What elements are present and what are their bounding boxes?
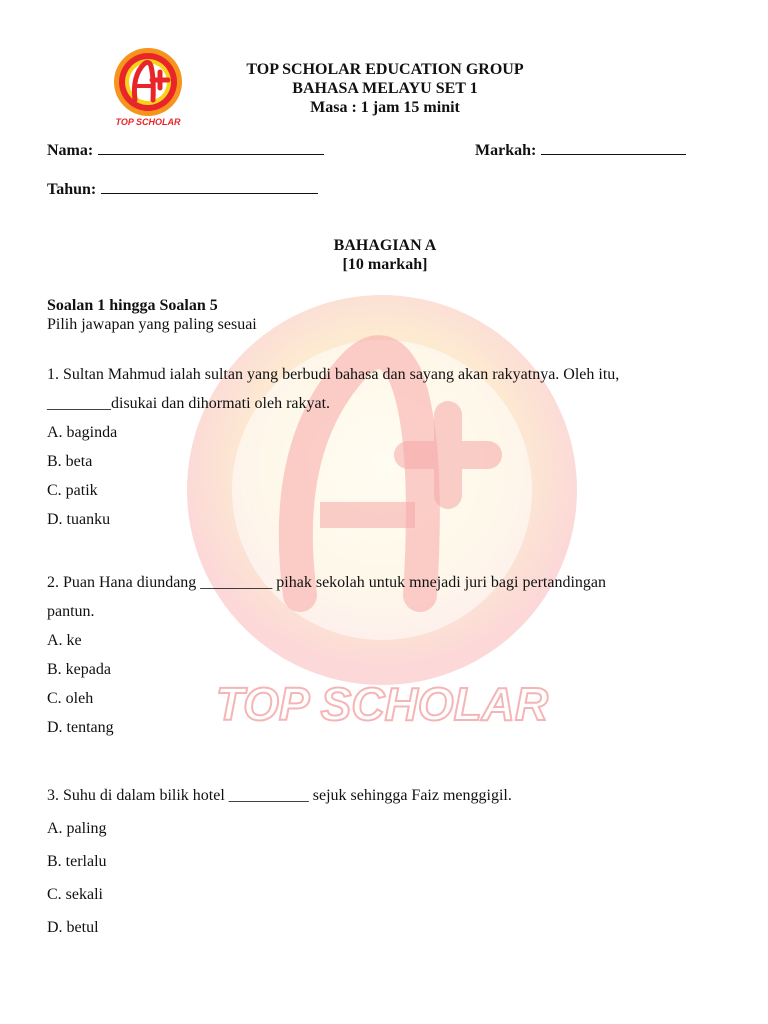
org-name: TOP SCHOLAR EDUCATION GROUP [246,61,524,78]
answer-option-a: A. paling [47,820,107,837]
marks-blank-line [541,140,686,155]
question-text-line: 1. Sultan Mahmud ialah sultan yang berbudi bahasa dan sayang akan rakyatnya. Oleh itu, [47,366,620,383]
section-marks: [10 markah] [342,256,428,273]
logo-caption: TOP SCHOLAR [115,117,181,127]
answer-option-d: D. betul [47,919,99,936]
name-label: Nama: [47,142,94,159]
year-field [47,179,318,199]
question-text-line: 3. Suhu di dalam bilik hotel __________ sejuk sehingga Faiz menggigil. [47,787,512,804]
question-1 [47,360,619,534]
question-2 [47,568,606,742]
question-text-line: 2. Puan Hana diundang _________ pihak sekolah untuk mnejadi juri bagi pertandingan [47,574,606,591]
answer-option-b: B. beta [47,453,93,470]
answer-option-d: D. tuanku [47,511,111,528]
year-label: Tahun: [47,181,97,198]
answer-option-c: C. sekali [47,886,103,903]
exam-subject: BAHASA MELAYU SET 1 [292,80,478,97]
answer-option-a: A. baginda [47,424,118,441]
question-3 [47,779,512,944]
answer-option-c: C. oleh [47,690,94,707]
exam-duration: Masa : 1 jam 15 minit [310,99,460,116]
instructions [47,296,257,334]
exam-header [210,60,560,117]
marks-label: Markah: [475,142,537,159]
instructions-text: Pilih jawapan yang paling sesuai [47,316,257,333]
question-text-line: pantun. [47,603,95,620]
name-field [47,140,324,160]
year-blank-line [101,179,318,194]
answer-option-a: A. ke [47,632,82,649]
section-title: BAHAGIAN A [333,237,437,254]
name-blank-line [98,140,324,155]
marks-field [475,140,686,160]
question-text-line: ________disukai dan dihormati oleh rakyat. [47,395,331,412]
instructions-heading: Soalan 1 hingga Soalan 5 [47,297,218,314]
answer-option-b: B. kepada [47,661,111,678]
section-heading [250,236,520,274]
watermark-caption: TOP SCHOLAR [215,678,549,730]
answer-option-c: C. patik [47,482,98,499]
answer-option-b: B. terlalu [47,853,107,870]
answer-option-d: D. tentang [47,719,114,736]
